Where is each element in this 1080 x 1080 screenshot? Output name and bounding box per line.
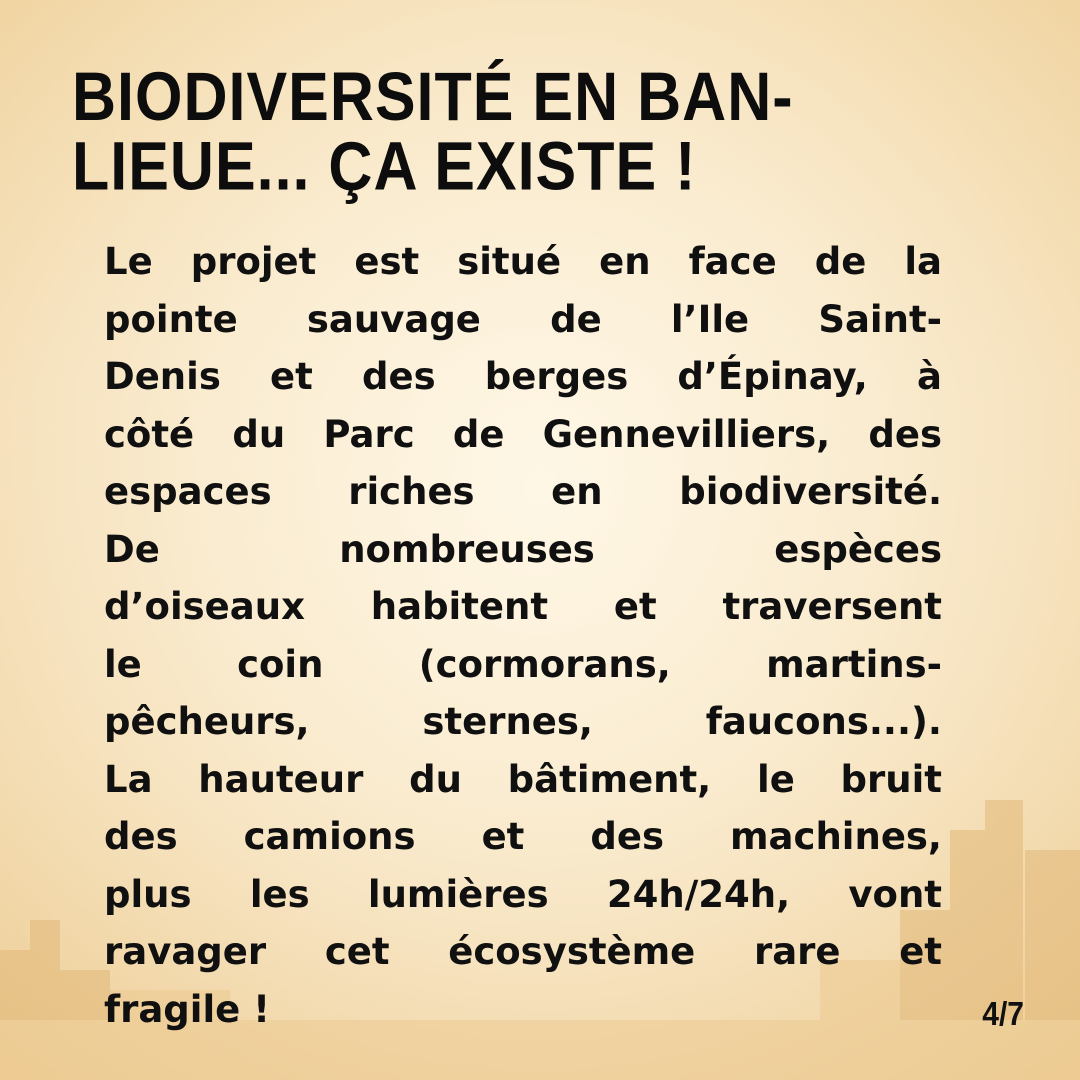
body-line: pointe sauvage de l’Ile Saint-	[104, 297, 942, 341]
body-line: Le projet est situé en face de la	[104, 240, 942, 283]
body-line: plus les lumières 24h/24h, vont	[104, 872, 942, 916]
body-line: espaces riches en biodiversité.	[104, 470, 942, 513]
body-line: fragile !	[104, 987, 271, 1031]
page-indicator: 4/7	[982, 996, 1024, 1033]
body-line: côté du Parc de Gennevilliers, des	[104, 412, 942, 456]
body-line: La hauteur du bâtiment, le bruit	[104, 757, 942, 801]
body-line: De nombreuses espèces	[104, 527, 942, 571]
body-line: Denis et des berges d’Épinay, à	[104, 355, 942, 398]
body-line: pêcheurs, sternes, faucons...).	[104, 700, 942, 743]
body-line: des camions et des machines,	[104, 815, 942, 858]
title-line-1: BIODIVERSITÉ EN BAN-	[72, 58, 794, 135]
title-line-2: LIEUE... ÇA EXISTE !	[72, 128, 697, 205]
page-title	[72, 58, 972, 205]
body-line: ravager cet écosystème rare et	[104, 930, 942, 973]
body-line: d’oiseaux habitent et traversent	[104, 585, 942, 628]
body-paragraph	[104, 233, 942, 1038]
body-line: le coin (cormorans, martins-	[104, 642, 942, 686]
